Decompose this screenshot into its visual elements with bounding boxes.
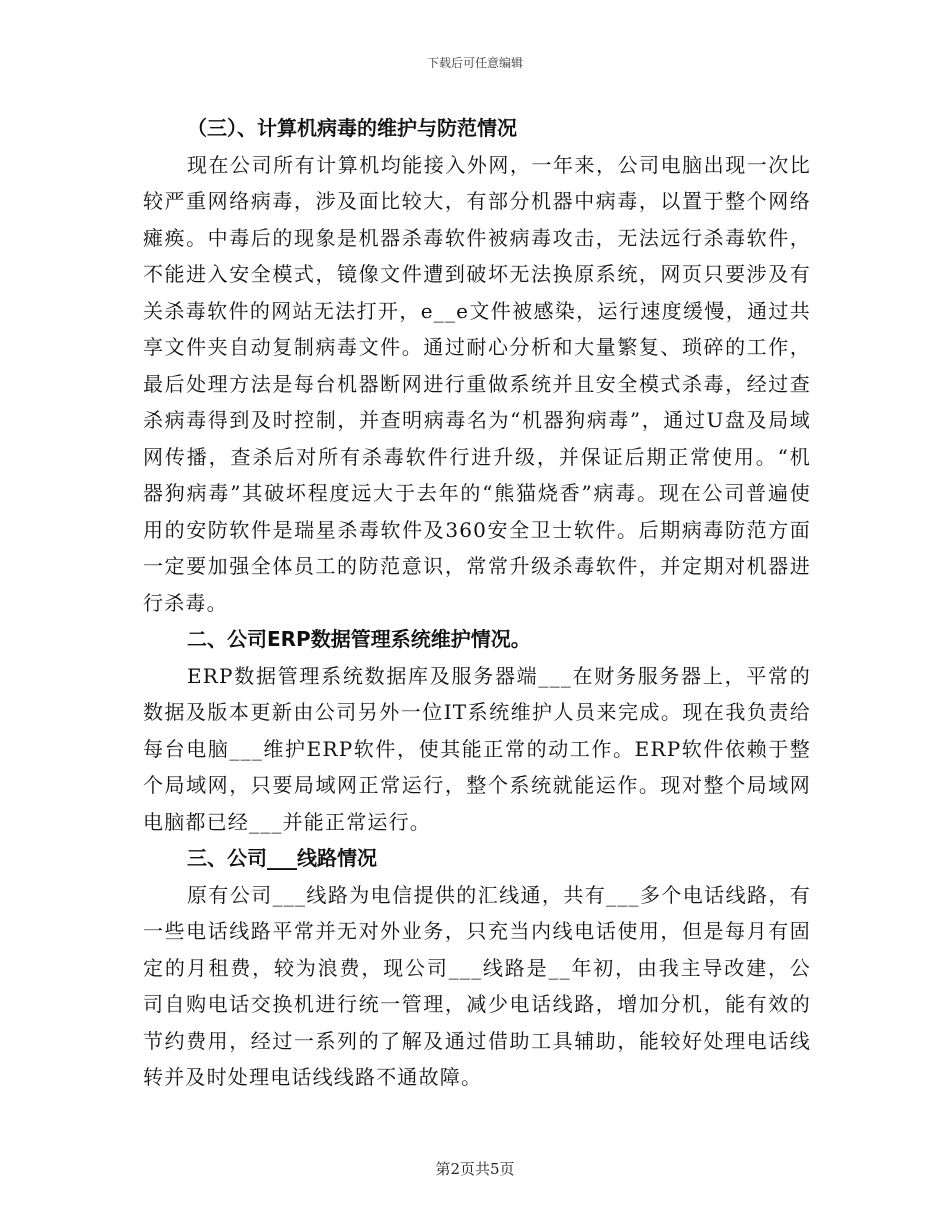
document-body [143,110,811,1096]
section-paragraph-erp: ERP数据管理系统数据库及服务器端___在财务服务器上，平常的数据及版本更新由公司另外一位IT系统维护人员来完成。现在我负责给每台电脑___维护ERP软件，使其能正常的动工作。ERP软件依赖于整个局域网，只要局域网正常运行，整个系统就能运作。现对整个局域网电脑都已经___并能正常运行。 [143,663,811,834]
page-header-note: 下载后可任意编辑 [426,56,523,70]
section-heading-erp: 二、公司ERP数据管理系统维护情况。 [187,627,531,651]
section-paragraph-phone-lines: 原有公司___线路为电信提供的汇线通，共有___多个电话线路，有一些电话线路平常并无对外业务，只充当内线电话使用，但是每月有固定的月租费，较为浪费，现公司___线路是__年初，由我主导改建，公司自购电话交换机进行统一管理，减少电话线路，增加分机，能有效的节约费用，经过一系列的了解及通过借助工具辅助，能较好处理电话线转并及时处理电话线线路不通故障。 [143,882,811,1089]
section-heading-virus: （三）、计算机病毒的维护与防范情况 [187,116,517,140]
page-number: 第2页共5页 [435,1160,515,1178]
section-heading-phone-lines: 三、公司___线路情况 [187,846,377,870]
section-paragraph-virus: 现在公司所有计算机均能接入外网，一年来，公司电脑出现一次比较严重网络病毒，涉及面比较大，有部分机器中病毒，以置于整个网络瘫痪。中毒后的现象是机器杀毒软件被病毒攻击，无法远行杀毒软件，不能进入安全模式，镜像文件遭到破坏无法换原系统，网页只要涉及有关杀毒软件的网站无法打开，e__e文件被感染，运行速度缓慢，通过共享文件夹自动复制病毒文件。通过耐心分析和大量繁复、琐碎的工作，最后处理方法是每台机器断网进行重做系统并且安全模式杀毒，经过查杀病毒得到及时控制，并查明病毒名为“机器狗病毒”，通过U盘及局域网传播，查杀后对所有杀毒软件行进升级，并保证后期正常使用。“机器狗病毒”其破坏程度远大于去年的“熊猫烧香”病毒。现在公司普遍使用的安防软件是瑞星杀毒软件及360安全卫士软件。后期病毒防范方面一定要加强全体员工的防范意识，常常升级杀毒软件，并定期对机器进行杀毒。 [143,152,811,615]
